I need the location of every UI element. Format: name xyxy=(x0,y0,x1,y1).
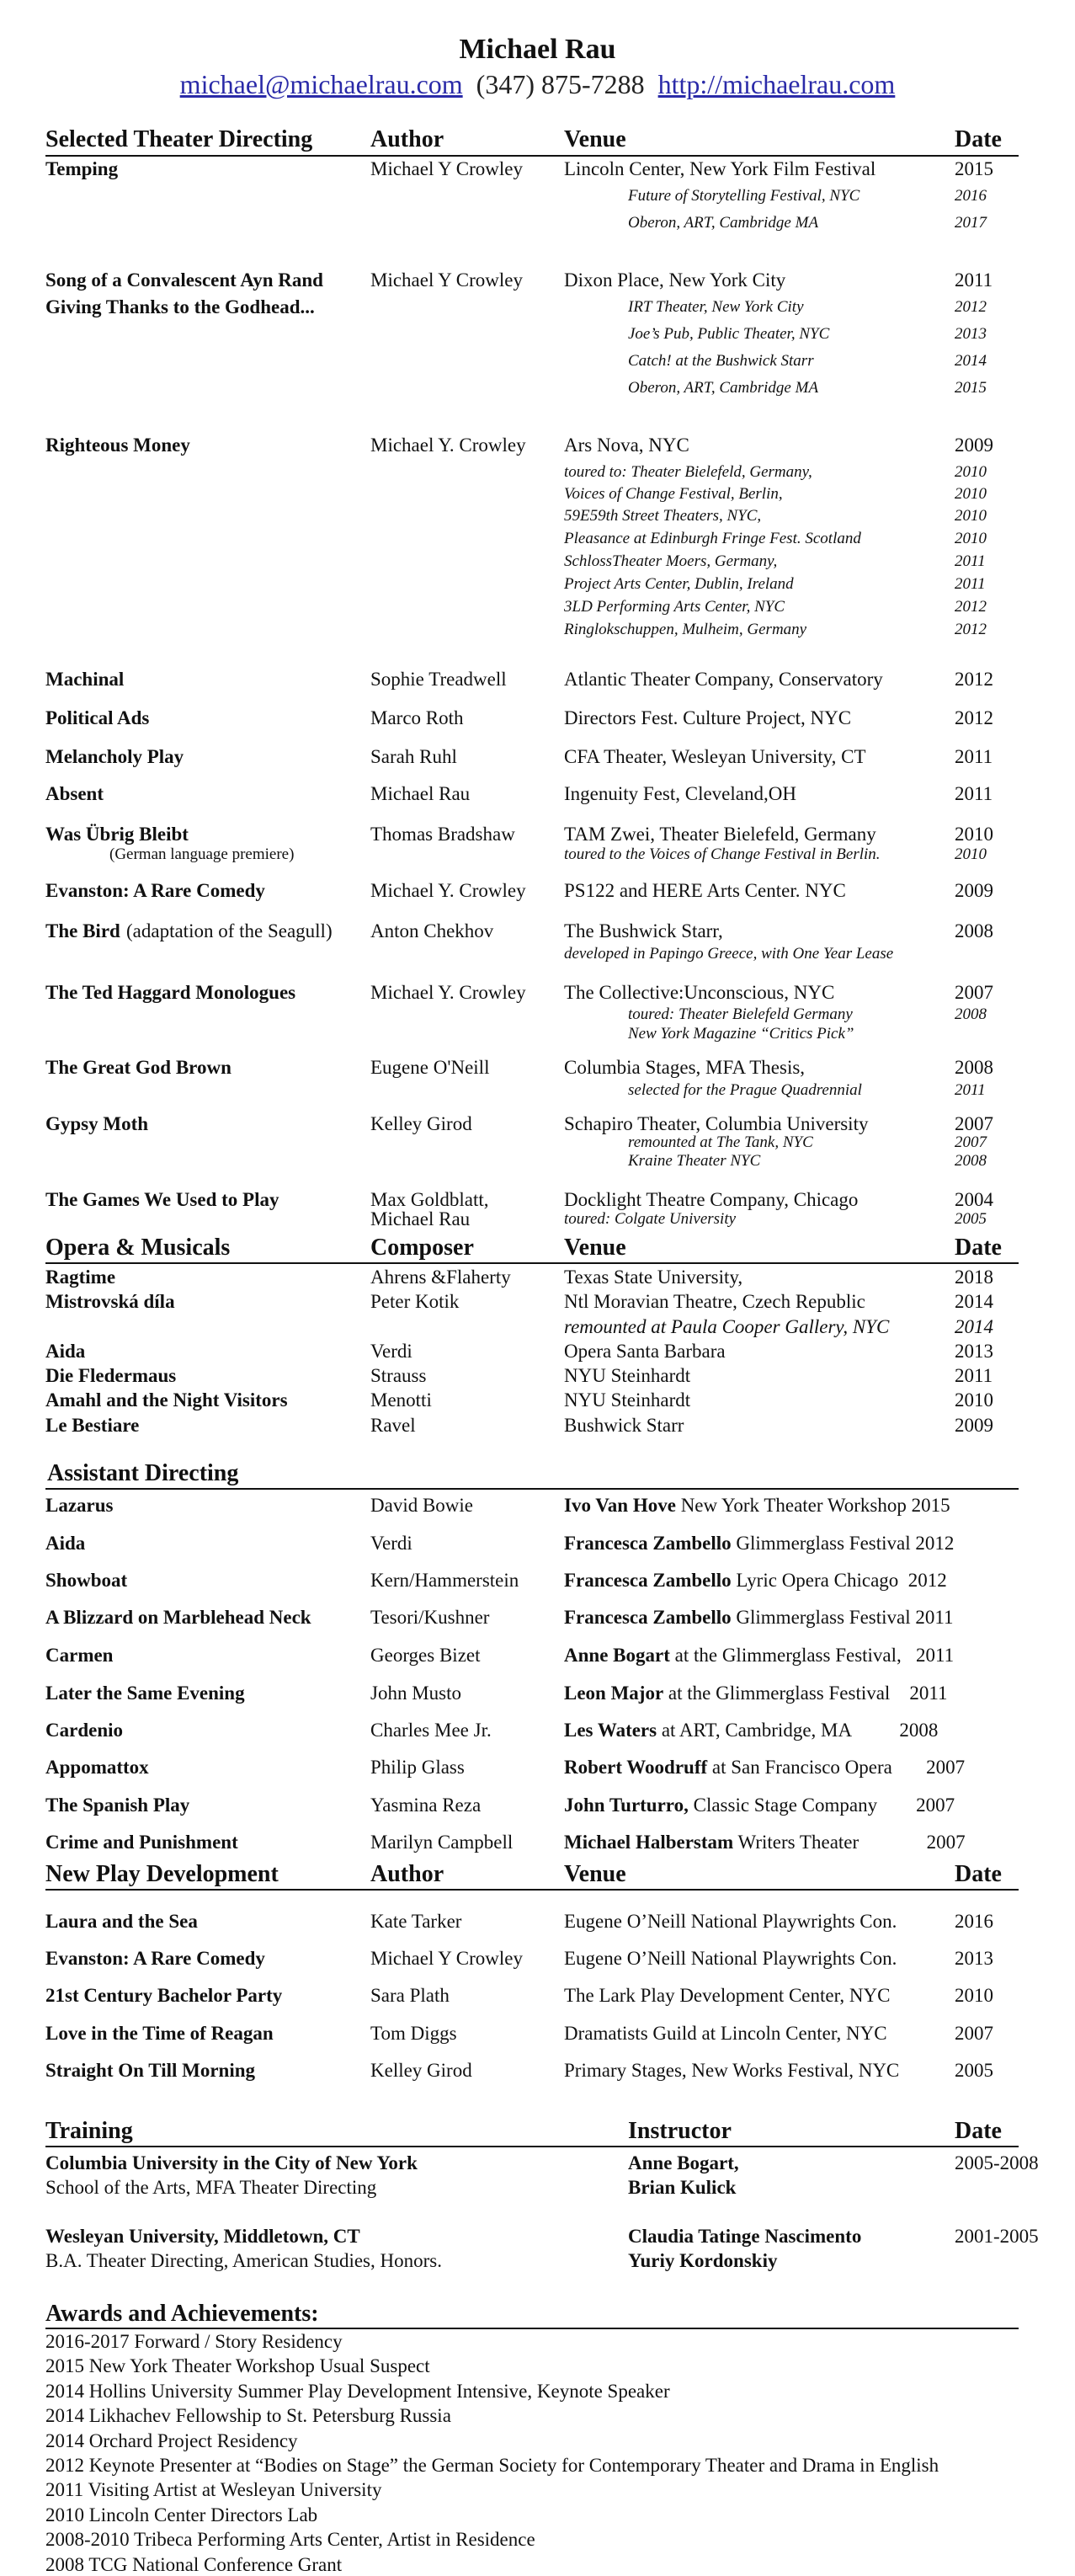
assistant-composer: David Bowie xyxy=(370,1495,474,1516)
directing-date: 2011 xyxy=(955,1081,986,1099)
assistant-director: Francesca Zambello xyxy=(564,1533,732,1554)
directing-venue: toured to: Theater Bielefeld, Germany, xyxy=(564,463,812,481)
opera-date: 2009 xyxy=(955,1415,993,1436)
training-instructor: Anne Bogart, xyxy=(628,2152,739,2173)
directing-venue: CFA Theater, Wesleyan University, CT xyxy=(564,746,866,767)
assistant-venue xyxy=(564,1832,966,1853)
award-item: 2014 Likhachev Fellowship to St. Petersburg Russia xyxy=(45,2405,451,2427)
directing-venue: Docklight Theatre Company, Chicago xyxy=(564,1189,859,1210)
email-link[interactable]: michael@michaelrau.com xyxy=(179,69,463,99)
directing-venue: The Bushwick Starr, xyxy=(564,920,723,941)
directing-venue-header: Venue xyxy=(564,126,626,152)
assistant-title: Cardenio xyxy=(45,1720,123,1741)
directing-date: 2011 xyxy=(955,575,986,593)
assistant-title: Later the Same Evening xyxy=(45,1683,245,1704)
newplay-date: 2013 xyxy=(955,1948,993,1969)
directing-date: 2008 xyxy=(955,1005,987,1023)
training-instructor-header: Instructor xyxy=(628,2118,732,2144)
resume-name: Michael Rau xyxy=(459,34,616,65)
directing-date: 2004 xyxy=(955,1189,993,1210)
directing-date: 2012 xyxy=(955,621,987,638)
newplay-date: 2005 xyxy=(955,2060,993,2081)
directing-venue: Lincoln Center, New York Film Festival xyxy=(564,158,876,179)
directing-note: (German language premiere) xyxy=(109,845,295,863)
opera-date: 2010 xyxy=(955,1389,993,1411)
directing-title: Machinal xyxy=(45,669,125,690)
directing-rule xyxy=(45,155,1019,157)
directing-date: 2014 xyxy=(955,352,987,370)
assistant-director: Francesca Zambello xyxy=(564,1570,732,1591)
assistant-venue xyxy=(564,1495,950,1517)
newplay-heading: New Play Development xyxy=(45,1861,279,1887)
newplay-author: Sara Plath xyxy=(370,1985,450,2006)
assistant-title: Aida xyxy=(45,1533,86,1554)
assistant-company: Writers Theater 2007 xyxy=(733,1832,966,1853)
directing-venue: Pleasance at Edinburgh Fringe Fest. Scotland xyxy=(564,530,861,547)
directing-venue: toured to the Voices of Change Festival in Berlin. xyxy=(564,845,881,863)
directing-venue: Dixon Place, New York City xyxy=(564,269,786,291)
directing-title: Righteous Money xyxy=(45,435,190,456)
directing-title: Was Übrig Bleibt xyxy=(45,824,189,845)
directing-date: 2011 xyxy=(955,746,993,767)
training-school: Columbia University in the City of New York xyxy=(45,2152,418,2173)
opera-title: Die Fledermaus xyxy=(45,1365,177,1386)
directing-author: Michael Rau xyxy=(370,783,471,804)
opera-title: Mistrovská díla xyxy=(45,1291,175,1312)
training-school: Wesleyan University, Middletown, CT xyxy=(45,2226,360,2247)
newplay-rule xyxy=(45,1889,1019,1891)
directing-date: 2012 xyxy=(955,598,987,616)
opera-venue: Ntl Moravian Theatre, Czech Republic xyxy=(564,1291,865,1312)
awards-rule xyxy=(45,2328,1019,2329)
assistant-company: Lyric Opera Chicago 2012 xyxy=(731,1570,947,1591)
opera-composer: Verdi xyxy=(370,1341,412,1362)
directing-date: 2009 xyxy=(955,880,993,901)
newplay-venue: The Lark Play Development Center, NYC xyxy=(564,1985,891,2006)
newplay-venue: Eugene O’Neill National Playwrights Con. xyxy=(564,1911,897,1932)
directing-title: Evanston: A Rare Comedy xyxy=(45,880,265,901)
assistant-composer: Marilyn Campbell xyxy=(370,1832,514,1853)
phone-number: (347) 875-7288 xyxy=(476,69,645,99)
assistant-company: New York Theater Workshop 2015 xyxy=(675,1495,950,1516)
directing-date: 2007 xyxy=(955,982,993,1003)
newplay-title: Straight On Till Morning xyxy=(45,2060,256,2081)
directing-date: 2010 xyxy=(955,463,987,481)
directing-date: 2008 xyxy=(955,1057,993,1078)
directing-date: 2007 xyxy=(955,1133,987,1151)
directing-date: 2010 xyxy=(955,824,993,845)
assistant-venue xyxy=(564,1533,954,1555)
assistant-director: Michael Halberstam xyxy=(564,1832,734,1853)
directing-title: Absent xyxy=(45,783,104,804)
directing-venue: remounted at The Tank, NYC xyxy=(628,1133,813,1151)
directing-date: 2015 xyxy=(955,158,993,179)
opera-composer: Ravel xyxy=(370,1415,416,1436)
assistant-title: Lazarus xyxy=(45,1495,114,1516)
directing-venue: Ars Nova, NYC xyxy=(564,435,689,456)
award-item: 2010 Lincoln Center Directors Lab xyxy=(45,2504,318,2525)
directing-venue: Columbia Stages, MFA Thesis, xyxy=(564,1057,806,1078)
assistant-venue xyxy=(564,1683,947,1704)
directing-title: Giving Thanks to the Godhead... xyxy=(45,296,315,317)
assistant-title: Carmen xyxy=(45,1645,114,1666)
award-item: 2008 TCG National Conference Grant xyxy=(45,2553,343,2575)
directing-title: Song of a Convalescent Ayn Rand xyxy=(45,269,323,291)
assistant-company: at San Francisco Opera 2007 xyxy=(707,1757,966,1778)
directing-title: The Great God Brown xyxy=(45,1057,231,1078)
directing-author: Michael Y Crowley xyxy=(370,158,523,179)
directing-author: Anton Chekhov xyxy=(370,920,494,941)
newplay-title: Love in the Time of Reagan xyxy=(45,2023,274,2044)
assistant-company: at ART, Cambridge, MA 2008 xyxy=(657,1720,939,1741)
opera-venue: Opera Santa Barbara xyxy=(564,1341,726,1362)
directing-title: The Bird xyxy=(45,920,120,941)
directing-title: Gypsy Moth xyxy=(45,1113,149,1134)
directing-date: 2013 xyxy=(955,325,987,343)
directing-date: 2010 xyxy=(955,530,987,547)
directing-venue: SchlossTheater Moers, Germany, xyxy=(564,552,778,570)
newplay-author: Tom Diggs xyxy=(370,2023,457,2044)
directing-venue: Oberon, ART, Cambridge MA xyxy=(628,379,819,397)
assistant-director: Anne Bogart xyxy=(564,1645,670,1666)
directing-date: 2010 xyxy=(955,507,987,525)
directing-date: 2015 xyxy=(955,379,987,397)
directing-date: 2010 xyxy=(955,485,987,503)
assistant-composer: Kern/Hammerstein xyxy=(370,1570,519,1591)
directing-author: Michael Y. Crowley xyxy=(370,435,526,456)
directing-author: Marco Roth xyxy=(370,707,464,728)
directing-author: Michael Y Crowley xyxy=(370,269,523,291)
opera-date: 2014 xyxy=(955,1291,993,1312)
directing-date: 2012 xyxy=(955,298,987,316)
directing-venue: Directors Fest. Culture Project, NYC xyxy=(564,707,852,728)
newplay-author-header: Author xyxy=(370,1861,444,1887)
assistant-venue xyxy=(564,1570,947,1592)
assistant-title: The Spanish Play xyxy=(45,1795,190,1816)
contact-line xyxy=(0,69,1075,100)
opera-date-header: Date xyxy=(955,1235,1002,1261)
assistant-composer: Tesori/Kushner xyxy=(370,1607,490,1628)
newplay-venue: Dramatists Guild at Lincoln Center, NYC xyxy=(564,2023,887,2044)
directing-author: Kelley Girod xyxy=(370,1113,472,1134)
opera-composer: Menotti xyxy=(370,1389,432,1411)
directing-venue: 3LD Performing Arts Center, NYC xyxy=(564,598,785,616)
training-date: 2001-2005 xyxy=(955,2226,1039,2247)
assistant-company: at the Glimmerglass Festival, 2011 xyxy=(669,1645,955,1666)
directing-venue: Ingenuity Fest, Cleveland,OH xyxy=(564,783,796,804)
assistant-company: Glimmerglass Festival 2012 xyxy=(731,1533,955,1554)
newplay-venue: Primary Stages, New Works Festival, NYC xyxy=(564,2060,900,2081)
directing-venue: Catch! at the Bushwick Starr xyxy=(628,352,814,370)
assistant-venue xyxy=(564,1645,954,1667)
newplay-author: Michael Y Crowley xyxy=(370,1948,523,1969)
assistant-composer: Charles Mee Jr. xyxy=(370,1720,492,1741)
directing-author: Max Goldblatt, xyxy=(370,1189,489,1210)
directing-author: Michael Y. Crowley xyxy=(370,982,526,1003)
directing-title: Temping xyxy=(45,158,119,179)
directing-date: 2010 xyxy=(955,845,987,863)
newplay-venue: Eugene O’Neill National Playwrights Con. xyxy=(564,1948,897,1969)
training-instructor: Brian Kulick xyxy=(628,2177,737,2198)
website-link[interactable]: http://michaelrau.com xyxy=(657,69,896,99)
opera-rule xyxy=(45,1262,1019,1264)
assistant-venue xyxy=(564,1607,954,1629)
award-item: 2015 New York Theater Workshop Usual Suspect xyxy=(45,2355,430,2377)
training-rule xyxy=(45,2146,1019,2147)
assistant-title: Showboat xyxy=(45,1570,128,1591)
opera-composer: Strauss xyxy=(370,1365,427,1386)
directing-date: 2017 xyxy=(955,214,987,232)
directing-venue: IRT Theater, New York City xyxy=(628,298,804,316)
directing-date: 2011 xyxy=(955,269,993,291)
directing-venue: PS122 and HERE Arts Center. NYC xyxy=(564,880,846,901)
directing-title: The Games We Used to Play xyxy=(45,1189,279,1210)
directing-venue: developed in Papingo Greece, with One Year Lease xyxy=(564,945,894,963)
directing-venue: Schapiro Theater, Columbia University xyxy=(564,1113,869,1134)
training-heading: Training xyxy=(45,2118,133,2144)
assistant-heading: Assistant Directing xyxy=(47,1460,239,1486)
directing-venue: Kraine Theater NYC xyxy=(628,1152,761,1170)
assistant-title: A Blizzard on Marblehead Neck xyxy=(45,1607,311,1628)
award-item: 2014 Orchard Project Residency xyxy=(45,2429,298,2451)
awards-heading: Awards and Achievements: xyxy=(45,2301,319,2327)
directing-date: 2008 xyxy=(955,1152,987,1170)
assistant-venue xyxy=(564,1720,938,1741)
directing-date: 2012 xyxy=(955,669,993,690)
directing-author: Michael Y. Crowley xyxy=(370,880,526,901)
directing-date: 2009 xyxy=(955,435,993,456)
directing-author: Sarah Ruhl xyxy=(370,746,457,767)
directing-venue: Atlantic Theater Company, Conservatory xyxy=(564,669,883,690)
assistant-director: Francesca Zambello xyxy=(564,1607,732,1628)
assistant-director: John Turturro, xyxy=(564,1795,689,1816)
directing-date: 2016 xyxy=(955,187,987,205)
newplay-date: 2016 xyxy=(955,1911,993,1932)
directing-venue: Voices of Change Festival, Berlin, xyxy=(564,485,783,503)
newplay-title: 21st Century Bachelor Party xyxy=(45,1985,283,2006)
assistant-director: Ivo Van Hove xyxy=(564,1495,676,1516)
opera-date: 2014 xyxy=(955,1316,993,1337)
opera-venue-header: Venue xyxy=(564,1235,626,1261)
opera-venue: Texas State University, xyxy=(564,1267,743,1288)
assistant-director: Leon Major xyxy=(564,1683,664,1704)
training-program: School of the Arts, MFA Theater Directing xyxy=(45,2177,377,2198)
directing-date: 2007 xyxy=(955,1113,993,1134)
directing-author-header: Author xyxy=(370,126,444,152)
training-instructor: Yuriy Kordonskiy xyxy=(628,2250,778,2271)
assistant-director: Robert Woodruff xyxy=(564,1757,708,1778)
directing-title-note: (adaptation of the Seagull) xyxy=(126,920,333,941)
directing-date: 2008 xyxy=(955,920,993,941)
training-date-header: Date xyxy=(955,2118,1002,2144)
assistant-company: at the Glimmerglass Festival 2011 xyxy=(663,1683,948,1704)
newplay-author: Kate Tarker xyxy=(370,1911,462,1932)
directing-venue: Joe’s Pub, Public Theater, NYC xyxy=(628,325,830,343)
assistant-composer: Philip Glass xyxy=(370,1757,465,1778)
directing-title: The Ted Haggard Monologues xyxy=(45,982,296,1003)
directing-venue: Project Arts Center, Dublin, Ireland xyxy=(564,575,794,593)
opera-date: 2018 xyxy=(955,1267,993,1288)
assistant-composer: Yasmina Reza xyxy=(370,1795,482,1816)
directing-author: Thomas Bradshaw xyxy=(370,824,515,845)
directing-venue: toured: Colgate University xyxy=(564,1210,737,1228)
directing-venue: TAM Zwei, Theater Bielefeld, Germany xyxy=(564,824,876,845)
opera-title: Le Bestiare xyxy=(45,1415,140,1436)
directing-venue: Future of Storytelling Festival, NYC xyxy=(628,187,860,205)
training-instructor: Claudia Tatinge Nascimento xyxy=(628,2226,862,2247)
directing-venue: selected for the Prague Quadrennial xyxy=(628,1081,862,1099)
opera-date: 2013 xyxy=(955,1341,993,1362)
assistant-rule xyxy=(45,1488,1019,1490)
directing-author: Michael Rau xyxy=(370,1208,471,1229)
newplay-venue-header: Venue xyxy=(564,1861,626,1887)
directing-venue: Oberon, ART, Cambridge MA xyxy=(628,214,819,232)
award-item: 2016-2017 Forward / Story Residency xyxy=(45,2331,343,2352)
opera-venue: remounted at Paula Cooper Gallery, NYC xyxy=(564,1316,890,1337)
opera-title: Ragtime xyxy=(45,1267,116,1288)
award-item: 2014 Hollins University Summer Play Development Intensive, Keynote Speaker xyxy=(45,2380,670,2402)
newplay-date: 2010 xyxy=(955,1985,993,2006)
opera-date: 2011 xyxy=(955,1365,993,1386)
directing-venue: toured: Theater Bielefeld Germany xyxy=(628,1005,853,1023)
opera-venue: Bushwick Starr xyxy=(564,1415,684,1436)
training-date: 2005-2008 xyxy=(955,2152,1039,2173)
assistant-venue xyxy=(564,1795,955,1816)
assistant-company: Classic Stage Company 2007 xyxy=(688,1795,955,1816)
opera-venue: NYU Steinhardt xyxy=(564,1365,691,1386)
assistant-composer: Georges Bizet xyxy=(370,1645,481,1666)
directing-date: 2012 xyxy=(955,707,993,728)
directing-venue: New York Magazine “Critics Pick” xyxy=(628,1025,854,1043)
assistant-composer: John Musto xyxy=(370,1683,461,1704)
training-program: B.A. Theater Directing, American Studies, Honors. xyxy=(45,2250,442,2271)
opera-title: Aida xyxy=(45,1341,86,1362)
opera-composer-header: Composer xyxy=(370,1235,474,1261)
directing-venue: Ringlokschuppen, Mulheim, Germany xyxy=(564,621,807,638)
directing-author: Eugene O'Neill xyxy=(370,1057,490,1078)
assistant-composer: Verdi xyxy=(370,1533,412,1554)
directing-date-header: Date xyxy=(955,126,1002,152)
award-item: 2008-2010 Tribeca Performing Arts Center, Artist in Residence xyxy=(45,2529,535,2551)
directing-author: Sophie Treadwell xyxy=(370,669,507,690)
directing-title: Political Ads xyxy=(45,707,150,728)
directing-title: Melancholy Play xyxy=(45,746,184,767)
opera-heading: Opera & Musicals xyxy=(45,1235,231,1261)
opera-composer: Ahrens &Flaherty xyxy=(370,1267,511,1288)
directing-heading: Selected Theater Directing xyxy=(45,126,313,152)
opera-title: Amahl and the Night Visitors xyxy=(45,1389,288,1411)
directing-venue: The Collective:Unconscious, NYC xyxy=(564,982,835,1003)
directing-date: 2005 xyxy=(955,1210,987,1228)
directing-venue: 59E59th Street Theaters, NYC, xyxy=(564,507,762,525)
assistant-title: Crime and Punishment xyxy=(45,1832,238,1853)
newplay-date-header: Date xyxy=(955,1861,1002,1887)
directing-date: 2011 xyxy=(955,783,993,804)
award-item: 2012 Keynote Presenter at “Bodies on Stage” the German Society for Contemporary Theater and Drama in English xyxy=(45,2455,939,2476)
newplay-title: Laura and the Sea xyxy=(45,1911,198,1932)
newplay-date: 2007 xyxy=(955,2023,993,2044)
assistant-venue xyxy=(564,1757,965,1779)
opera-composer: Peter Kotik xyxy=(370,1291,460,1312)
opera-venue: NYU Steinhardt xyxy=(564,1389,691,1411)
assistant-company: Glimmerglass Festival 2011 xyxy=(731,1607,954,1628)
newplay-author: Kelley Girod xyxy=(370,2060,472,2081)
assistant-title: Appomattox xyxy=(45,1757,149,1778)
assistant-director: Les Waters xyxy=(564,1720,657,1741)
newplay-title: Evanston: A Rare Comedy xyxy=(45,1948,265,1969)
award-item: 2011 Visiting Artist at Wesleyan University xyxy=(45,2479,382,2501)
directing-date: 2011 xyxy=(955,552,986,570)
